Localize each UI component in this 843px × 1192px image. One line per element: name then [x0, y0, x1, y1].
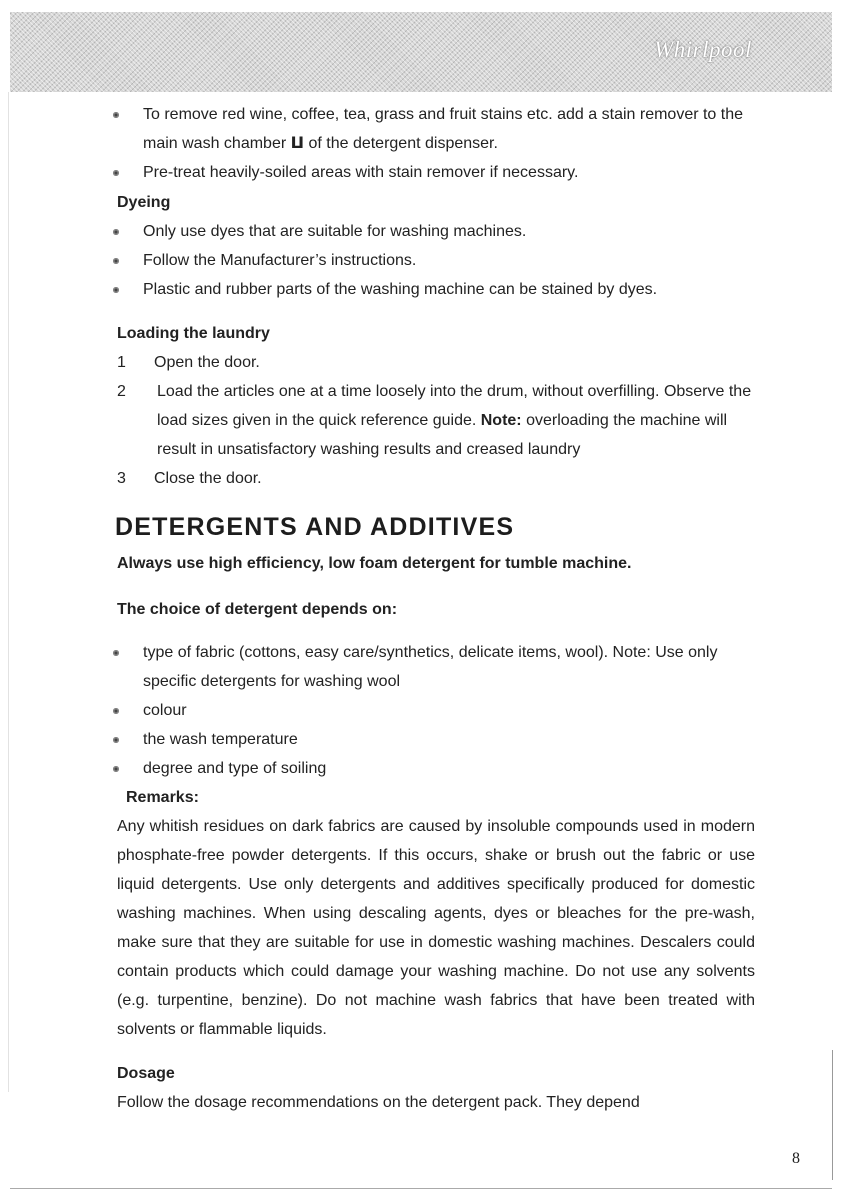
loading-step	[117, 464, 757, 493]
choice-bullet	[117, 725, 757, 754]
stain-bullet-1-tail: of the detergent dispenser.	[304, 135, 498, 152]
dosage-text: Follow the dosage recommendations on the detergent pack. They depend	[117, 1094, 640, 1111]
dyeing-bullet-text: Only use dyes that are suitable for washing machines.	[143, 223, 527, 240]
bullet-icon	[117, 696, 143, 725]
choice-bullet-text: degree and type of soiling	[143, 760, 327, 777]
bullet-icon	[117, 275, 143, 304]
stain-bullet-2	[117, 158, 757, 187]
logo-text: Whirlpool	[654, 37, 752, 62]
choice-bullet	[117, 696, 757, 725]
scan-edge-left	[8, 92, 9, 1092]
choice-bullet-text: type of fabric (cottons, easy care/synthetics, delicate items, wool). Note: Use only specific detergents for washing wool	[143, 644, 718, 690]
bullet-icon	[117, 246, 143, 275]
loading-step	[117, 348, 757, 377]
bullet-icon	[117, 725, 143, 754]
choice-bullet	[117, 754, 757, 783]
step-number: 3	[117, 470, 126, 487]
whirlpool-logo	[628, 20, 778, 80]
stain-bullet-1	[117, 100, 757, 158]
choice-heading: The choice of detergent depends on:	[117, 601, 398, 618]
step-number: 1	[117, 354, 126, 371]
remarks-text: Any whitish residues on dark fabrics are caused by insoluble compounds used in modern phosphate-free powder detergents. If this occurs, shake or brush out the fabric or use liquid detergents. Use only detergents and additives specifically produced for domestic washing machines. When using descaling agents, dyes or bleaches for the pre-wash, make sure that they are suitable for use in domestic washing machines. Descalers could contain products which could damage your washing machine. Do not use any solvents (e.g. turpentine, benzine). Do not machine wash fabrics that have been treated with solvents or flammable liquids.	[117, 818, 755, 1038]
dyeing-bullet-text: Follow the Manufacturer’s instructions.	[143, 252, 417, 269]
bullet-icon	[117, 217, 143, 246]
step-text: Close the door.	[154, 470, 262, 487]
bullet-icon	[117, 754, 143, 783]
note-label: Note:	[480, 412, 522, 429]
dyeing-bullet	[117, 246, 757, 275]
dyeing-bullet	[117, 217, 757, 246]
dyeing-bullet	[117, 275, 757, 304]
step-text: Open the door.	[154, 354, 260, 371]
loading-step	[117, 377, 757, 464]
bullet-icon	[117, 638, 143, 696]
main-wash-chamber-symbol-icon: ⵡ	[290, 135, 305, 152]
step-text: Load the articles one at a time loosely into the drum, without overfilling. Observe the load sizes given in the quick reference guide.	[157, 383, 752, 429]
dosage-heading: Dosage	[117, 1065, 175, 1082]
choice-bullet-text: the wash temperature	[143, 731, 298, 748]
remarks-heading: Remarks:	[126, 789, 199, 806]
dyeing-heading: Dyeing	[117, 194, 171, 211]
page-number: 8	[792, 1150, 800, 1167]
bullet-icon	[117, 158, 143, 187]
bullet-icon	[117, 100, 143, 158]
section-title: DETERGENTS AND ADDITIVES	[115, 513, 515, 541]
page-content	[117, 100, 757, 1117]
stain-bullet-1-text: To remove red wine, coffee, tea, grass and fruit stains etc. add a stain remover to the main wash chamber	[143, 106, 744, 152]
scan-edge-right	[832, 1050, 833, 1180]
choice-bullet-text: colour	[143, 702, 187, 719]
choice-bullet	[117, 638, 757, 696]
dyeing-bullet-text: Plastic and rubber parts of the washing machine can be stained by dyes.	[143, 281, 658, 298]
step-number: 2	[117, 383, 126, 400]
step-text-tail: overloading the machine will result in unsatisfactory washing results and creased laundry	[157, 412, 728, 458]
scan-edge-bottom	[10, 1188, 832, 1189]
stain-bullet-2-text: Pre-treat heavily-soiled areas with stain remover if necessary.	[143, 164, 579, 181]
detergents-subtitle: Always use high efficiency, low foam detergent for tumble machine.	[117, 555, 632, 572]
loading-heading: Loading the laundry	[117, 325, 270, 342]
